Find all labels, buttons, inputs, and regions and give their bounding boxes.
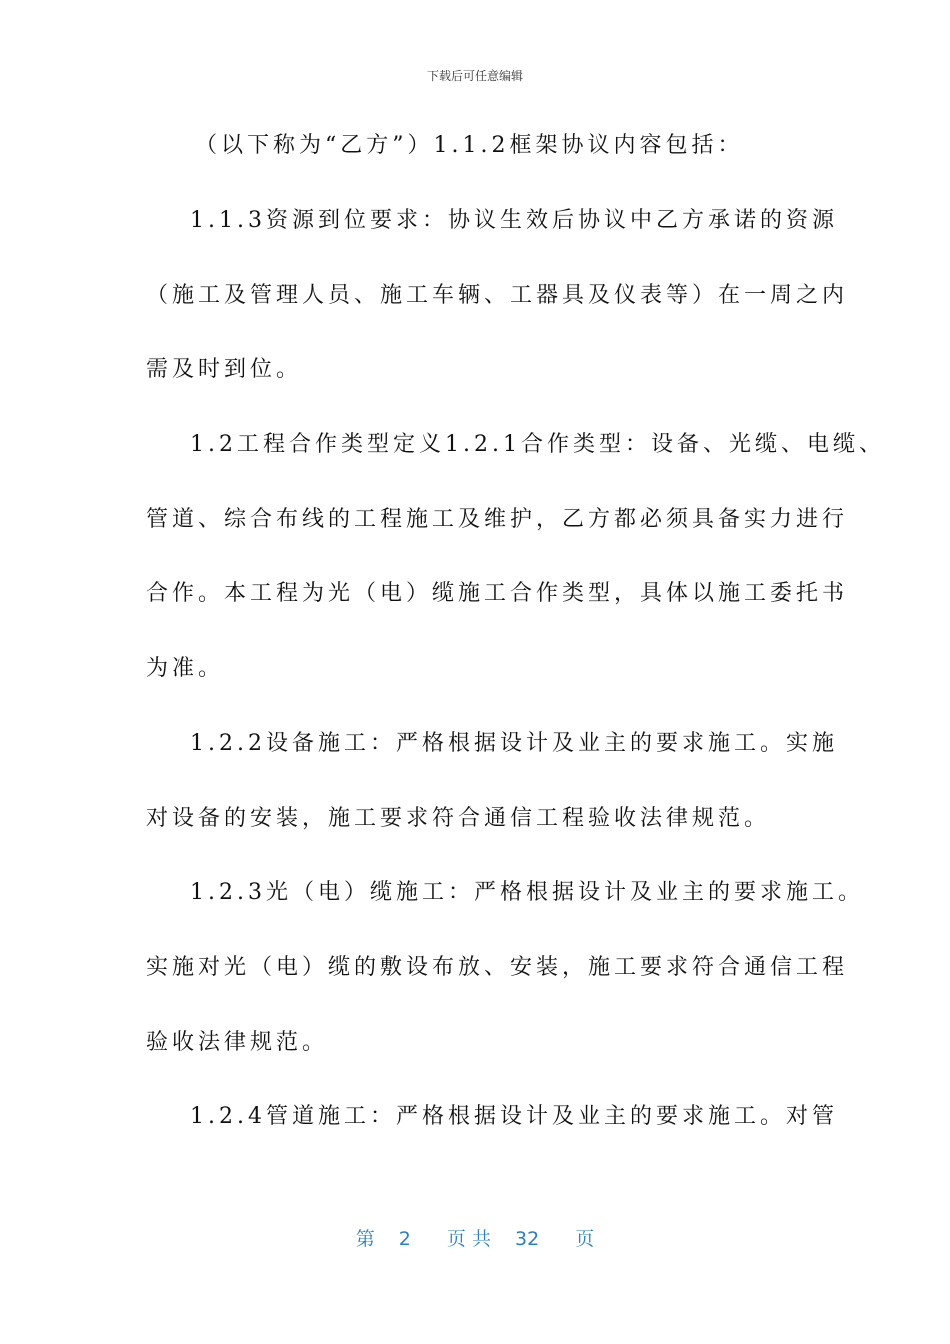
body-line: 1.2.4管道施工：严格根据设计及业主的要求施工。对管 (190, 1104, 838, 1129)
body-line: 1.2工程合作类型定义1.2.1合作类型：设备、光缆、电缆、 (190, 432, 885, 457)
body-line: 合作。本工程为光（电）缆施工合作类型，具体以施工委托书 (146, 581, 849, 606)
footer-current-page: 2 (398, 1228, 411, 1250)
body-line: 验收法律规范。 (146, 1030, 329, 1055)
body-line: 1.2.2设备施工：严格根据设计及业主的要求施工。实施 (190, 731, 838, 756)
body-line: 1.2.3光（电）缆施工：严格根据设计及业主的要求施工。 (190, 880, 864, 905)
body-line: 管道、综合布线的工程施工及维护，乙方都必须具备实力进行 (146, 507, 849, 532)
footer-label-page: 第 (355, 1228, 375, 1250)
page-header: 下载后可任意编辑 (426, 69, 523, 83)
body-line: （以下称为“乙方”）1.1.2框架协议内容包括： (195, 133, 744, 158)
body-line: 1.1.3资源到位要求：协议生效后协议中乙方承诺的资源 (190, 208, 838, 233)
footer-label-total: 页 共 (446, 1228, 491, 1250)
body-line: 实施对光（电）缆的敷设布放、安装，施工要求符合通信工程 (146, 955, 849, 980)
body-line: （施工及管理人员、施工车辆、工器具及仪表等）在一周之内 (146, 283, 849, 308)
body-line: 需及时到位。 (146, 357, 303, 382)
body-line: 为准。 (146, 656, 225, 681)
page-footer (0, 1224, 950, 1251)
footer-total-pages: 32 (515, 1228, 540, 1250)
footer-label-end: 页 (575, 1228, 595, 1250)
body-line: 对设备的安装，施工要求符合通信工程验收法律规范。 (146, 806, 771, 831)
